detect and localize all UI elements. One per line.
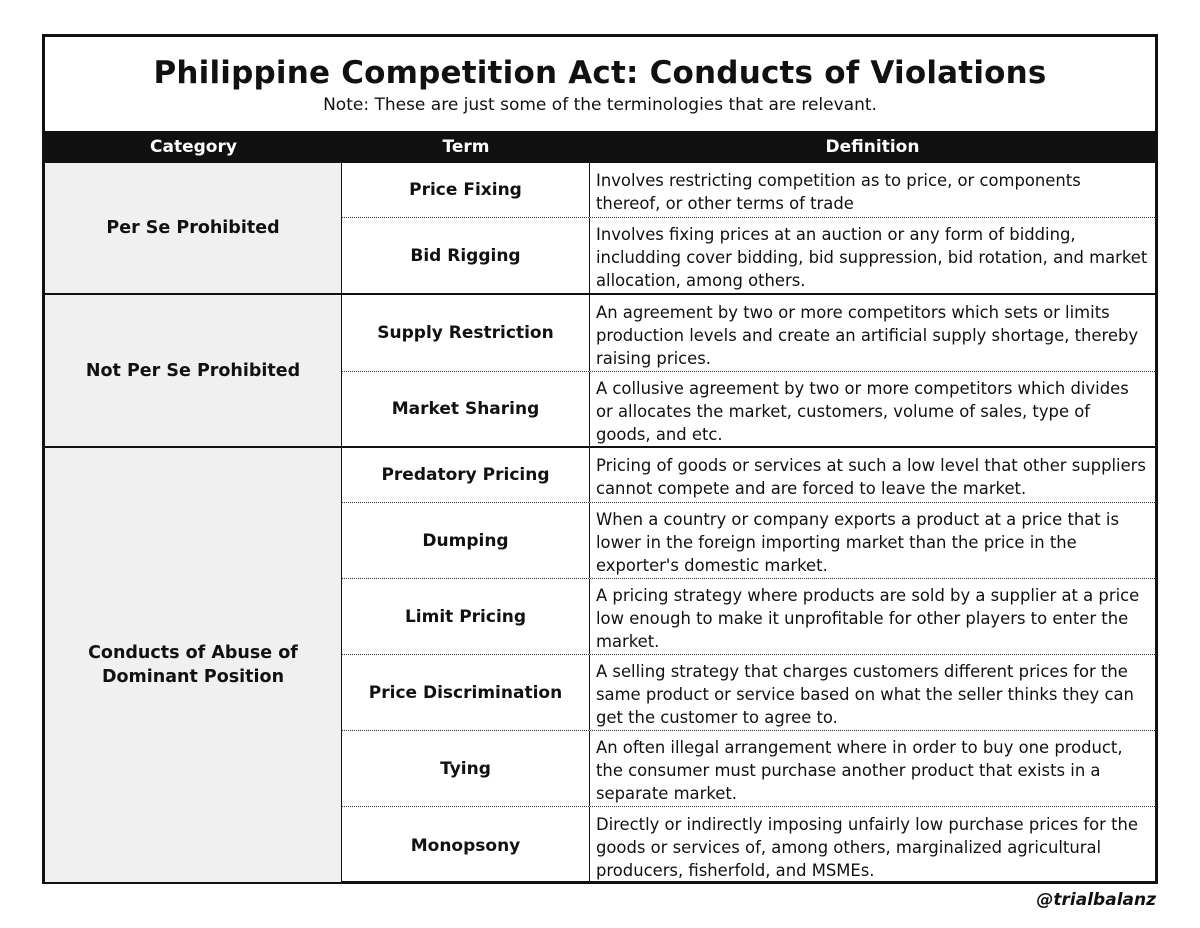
term-cell: Predatory Pricing bbox=[342, 448, 590, 502]
category-cell: Not Per Se Prohibited bbox=[45, 295, 342, 446]
definition-cell: When a country or company exports a product at a price that is lower in the foreign importing market than the price in the exporter's domestic market. bbox=[596, 510, 1120, 575]
header-category: Category bbox=[150, 137, 237, 157]
definition-cell: A pricing strategy where products are sold by a supplier at a price low enough to make it unprofitable for other players to enter the market. bbox=[596, 586, 1140, 651]
category-group bbox=[45, 446, 1155, 882]
term-cell: Tying bbox=[342, 731, 590, 806]
table-row bbox=[342, 806, 1155, 884]
table-frame bbox=[42, 34, 1158, 884]
term-cell: Price Fixing bbox=[342, 163, 590, 217]
page-title: Philippine Competition Act: Conducts of Violations bbox=[153, 55, 1047, 91]
definition-cell: Involves fixing prices at an auction or any form of bidding, includding cover bidding, bid suppression, bid rotation, and market allocation, among others. bbox=[596, 225, 1148, 290]
table-row bbox=[342, 730, 1155, 806]
table-row bbox=[342, 295, 1155, 371]
table-row bbox=[342, 654, 1155, 730]
table-row bbox=[342, 371, 1155, 446]
category-group bbox=[45, 293, 1155, 446]
definition-cell: Involves restricting competition as to price, or components thereof, or other terms of trade bbox=[596, 171, 1081, 213]
header-definition: Definition bbox=[825, 137, 920, 157]
table-header bbox=[45, 131, 1155, 163]
definition-cell: A selling strategy that charges customers different prices for the same product or service based on what the seller thinks they can get the customer to agree to. bbox=[596, 662, 1134, 727]
title-box bbox=[45, 37, 1155, 131]
table-row bbox=[342, 578, 1155, 654]
definition-cell: An often illegal arrangement where in order to buy one product, the consumer must purchase another product that exists in a separate market. bbox=[596, 738, 1123, 803]
category-cell: Per Se Prohibited bbox=[45, 163, 342, 293]
category-group bbox=[45, 163, 1155, 293]
term-cell: Market Sharing bbox=[342, 372, 590, 446]
definition-cell: An agreement by two or more competitors which sets or limits production levels and create an artificial supply shortage, thereby raising prices. bbox=[596, 302, 1139, 368]
table-row bbox=[342, 217, 1155, 293]
table-row bbox=[342, 448, 1155, 502]
header-term: Term bbox=[442, 137, 490, 157]
note-text: Note: These are just some of the terminologies that are relevant. bbox=[323, 95, 877, 115]
definition-cell: Pricing of goods or services at such a low level that other suppliers cannot compete and are forced to leave the market. bbox=[596, 456, 1146, 498]
term-cell: Price Discrimination bbox=[342, 655, 590, 730]
definition-cell: Directly or indirectly imposing unfairly low purchase prices for the goods or services of, among others, marginalized agricultural producers, fisherfold, and MSMEs. bbox=[596, 815, 1139, 880]
table-row bbox=[342, 502, 1155, 578]
term-cell: Bid Rigging bbox=[342, 218, 590, 293]
term-cell: Limit Pricing bbox=[342, 579, 590, 654]
definition-cell: A collusive agreement by two or more competitors which divides or allocates the market, customers, volume of sales, type of goods, and etc. bbox=[596, 378, 1129, 444]
term-cell: Supply Restriction bbox=[342, 295, 590, 371]
term-cell: Monopsony bbox=[342, 807, 590, 884]
credit-handle: @trialbalanz bbox=[1036, 890, 1156, 910]
term-cell: Dumping bbox=[342, 503, 590, 578]
category-cell: Conducts of Abuse of Dominant Position bbox=[45, 448, 342, 882]
table-row bbox=[342, 163, 1155, 217]
